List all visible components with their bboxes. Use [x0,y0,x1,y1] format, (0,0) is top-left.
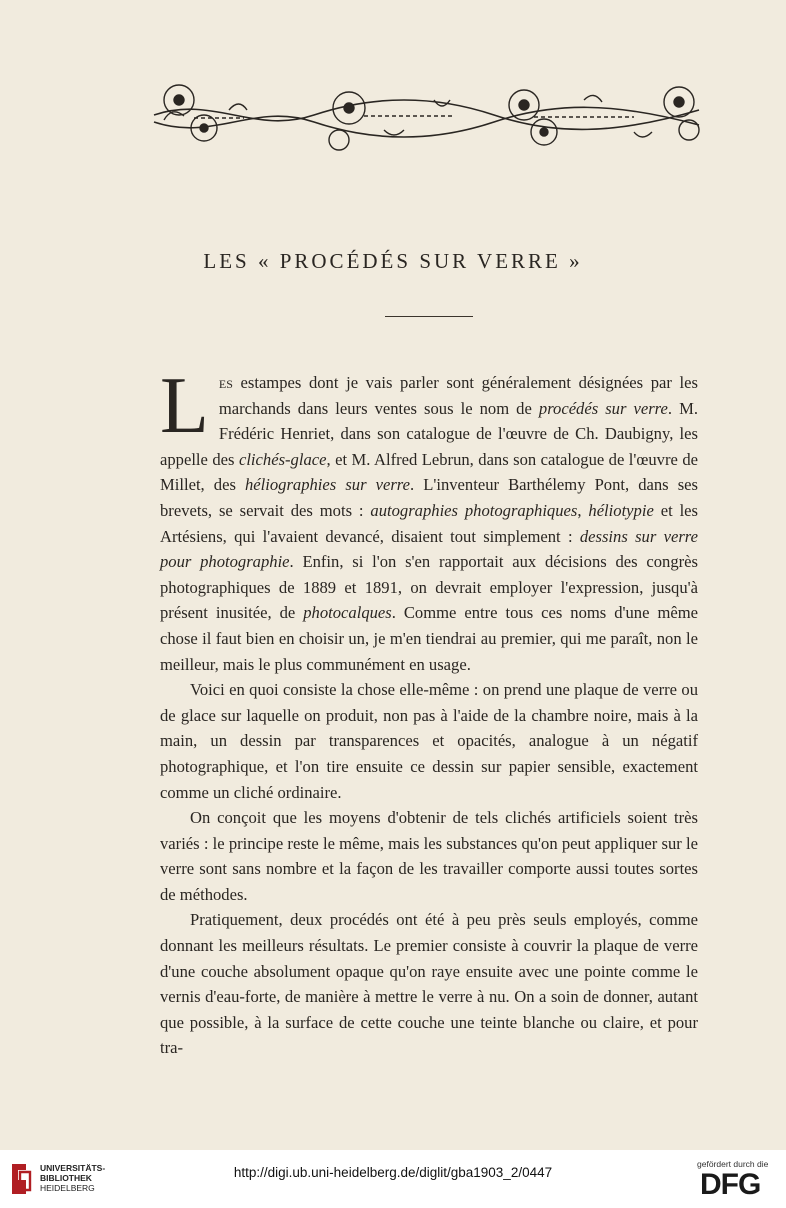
permalink-url[interactable]: http://digi.ub.uni-heidelberg.de/diglit/gba1903_2/0447 [233,1165,553,1180]
article-title: LES « PROCÉDÉS SUR VERRE » [203,249,583,273]
paragraph-2: Voici en quoi consiste la chose elle-même : on prend une plaque de verre ou de glace sur laquelle on produit, non pas à l'aide de la chambre noire, mais à la main, un dessin par transparences et opacités, analogue à un négatif photographique, et l'on tire ensuite ce dessin sur papier sensible, exactement comme un cliché ordinaire. [160,680,698,802]
paragraph-1: Les estampes dont je vais parler sont généralement désignées par les marchands dans leurs ventes sous le nom de procédés sur verre. M. Frédéric Henriet, dans son catalogue de l'œuvre de Ch. Daubigny, les appelle des clichés-glace, et M. Alfred Lebrun, dans son catalogue de l'œuvre de Millet, des héliographies sur verre. L'inventeur Barthélemy Pont, dans ses brevets, se servait des mots : autographies photographiques, héliotypie et les Artésiens, qui l'avaient devancé, disaient tout simplement : dessins sur verre pour photographie. Enfin, si l'on s'en rapportait aux décisions des congrès photographiques de 1889 et 1891, on devrait employer l'expression, jusqu'à présent inusitée, de photocalques. Comme entre tous ces noms d'une même chose il faut bien en choisir un, je m'en tiendrai au premier, qui me paraît, non le meilleur, mais le plus communément en usage. [160,362,698,674]
library-name: UNIVERSITÄTS- BIBLIOTHEK HEIDELBERG [40,1163,106,1193]
paragraph-4: Pratiquement, deux procédés ont été à peu près seuls employés, comme donnant les meilleurs résultats. Le premier consiste à couvrir la plaque de verre d'une couche absolument opaque qu'on raye ensuite avec une pointe comme le vernis d'eau-forte, de manière à mettre le verre à nu. On a soin de donner, autant que possible, à la surface de cette couche une teinte blanche ou claire, et pour tra- [160,910,698,1058]
paragraph-3: On conçoit que les moyens d'obtenir de tels clichés artificiels soient très variés : le principe reste le même, mais les substances qu'on peut appliquer sur le verre sont sans nombre et la façon de les travailler comporte aussi toutes sortes de méthodes. [160,808,698,904]
drop-cap: L [160,362,209,450]
funded-by-label: gefördert durch die [697,1159,769,1169]
floral-ornament-band [134,70,719,160]
title-divider [385,316,473,317]
dfg-logo: DFG [700,1168,761,1201]
article-body [160,362,698,1061]
